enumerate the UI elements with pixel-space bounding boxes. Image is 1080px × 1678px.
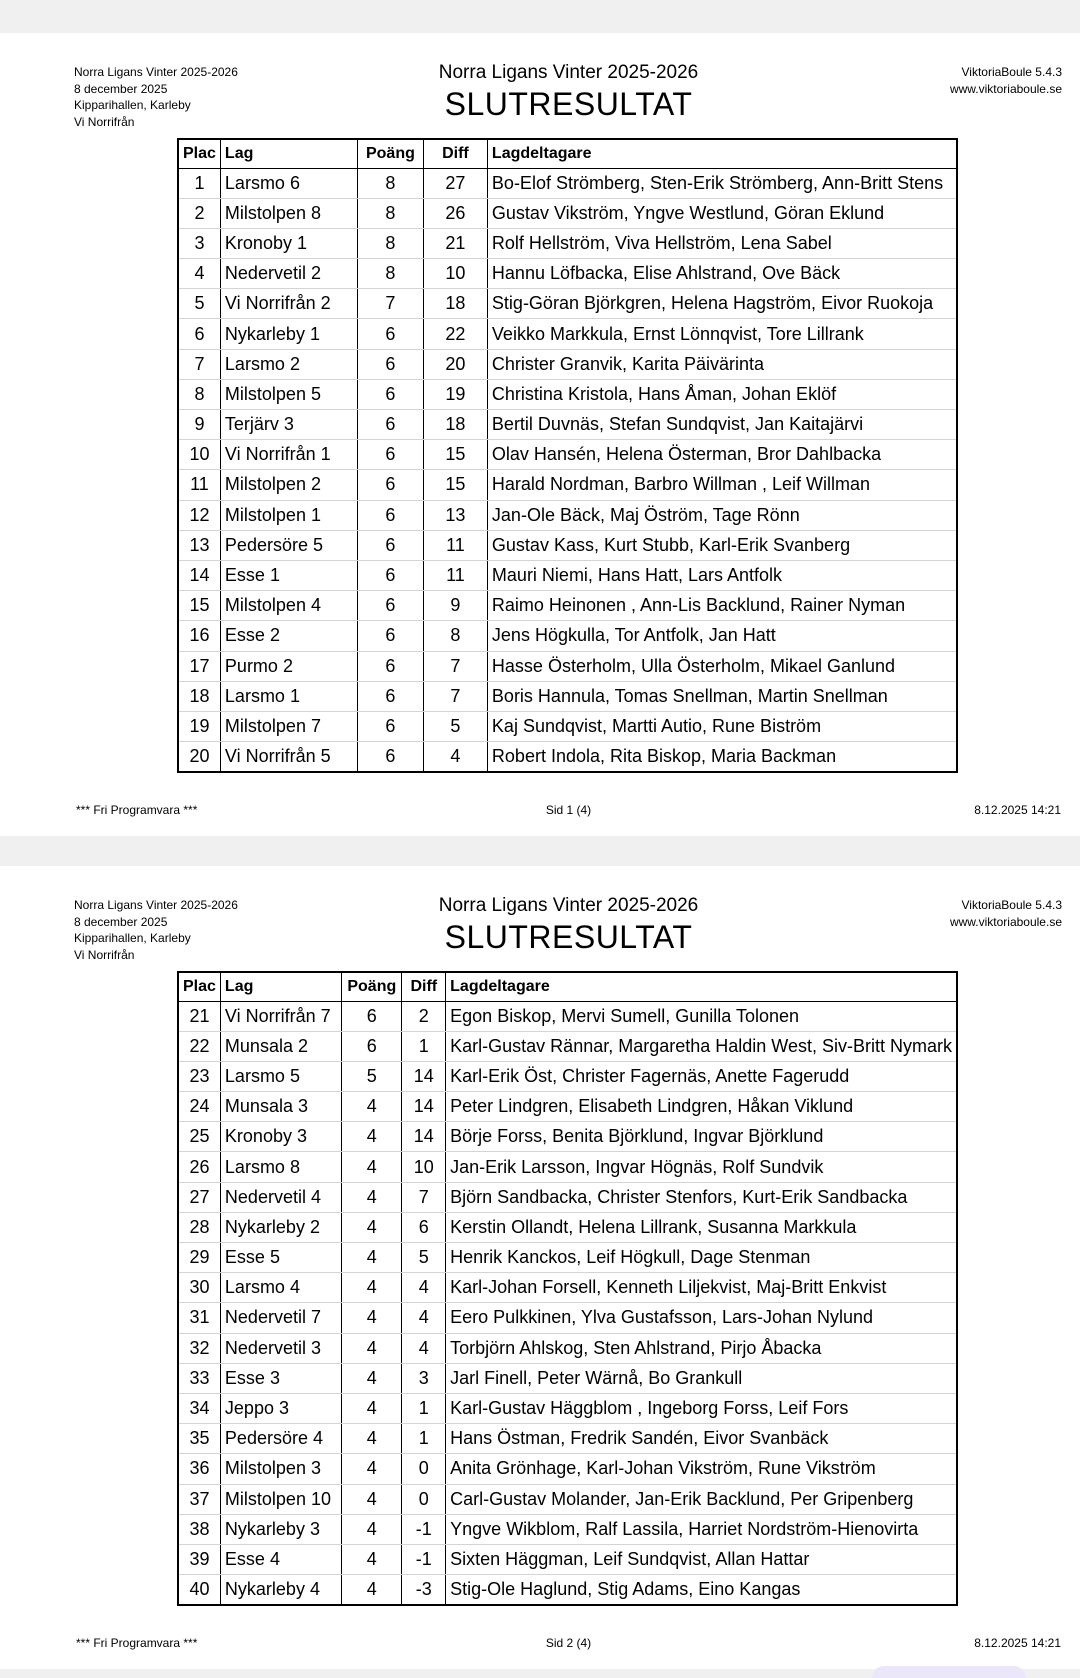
cell-plac: 35 [178, 1424, 220, 1454]
table-row [178, 681, 957, 711]
cell-lag: Larsmo 8 [220, 1152, 341, 1182]
cell-lag: Nykarleby 1 [220, 319, 357, 349]
cell-poang: 6 [357, 349, 423, 379]
organizer: Vi Norrifrån [74, 114, 135, 129]
cell-lagdeltagare: Bo-Elof Strömberg, Sten-Erik Strömberg, Ann-Britt Stens [487, 168, 957, 198]
table-row [178, 711, 957, 741]
cell-poang: 6 [357, 681, 423, 711]
cell-lag: Vi Norrifrån 7 [220, 1001, 341, 1031]
cell-lagdeltagare: Stig-Ole Haglund, Stig Adams, Eino Kangas [450, 1578, 801, 1599]
table-row [178, 591, 957, 621]
col-header-poang: Poäng [342, 972, 402, 1001]
table-row [178, 742, 957, 772]
cell-lagdeltagare: Sixten Häggman, Leif Sundqvist, Allan Hattar [446, 1544, 957, 1574]
cell-plac: 3 [178, 228, 220, 258]
results-body [178, 168, 957, 772]
cell-diff: 18 [423, 289, 487, 319]
cell-lag: Munsala 3 [220, 1092, 341, 1122]
col-header-plac: Plac [178, 139, 220, 168]
cell-plac: 20 [178, 742, 220, 772]
cell-lagdeltagare: Boris Hannula, Tomas Snellman, Martin Snellman [487, 681, 957, 711]
page-1 [0, 33, 1080, 836]
cell-diff: 7 [402, 1182, 446, 1212]
cell-plac: 12 [178, 500, 220, 530]
cell-poang: 4 [342, 1152, 402, 1182]
website-link[interactable]: www.viktoriaboule.se [949, 914, 1062, 929]
cell-lagdeltagare: Hans Östman, Fredrik Sandén, Eivor Svanbäck [446, 1424, 957, 1454]
cell-plac: 14 [178, 560, 220, 590]
cell-plac: 33 [178, 1363, 220, 1393]
table-row [178, 410, 957, 440]
cell-poang: 7 [357, 289, 423, 319]
page-number: Sid 1 (4) [545, 803, 592, 817]
cell-lagdeltagare: Jens Högkulla, Tor Antfolk, Jan Hatt [487, 621, 957, 651]
table-header-row [178, 139, 957, 168]
cell-lagdeltagare: Jan-Ole Bäck, Maj Öström, Tage Rönn [487, 500, 957, 530]
results-body [178, 1001, 957, 1605]
cell-plac: 8 [178, 379, 220, 409]
cell-plac: 37 [178, 1484, 220, 1514]
cell-diff: 7 [423, 651, 487, 681]
cell-lag: Larsmo 1 [220, 681, 357, 711]
cell-poang: 6 [357, 530, 423, 560]
cell-poang: 6 [342, 1001, 402, 1031]
header-title-block [0, 894, 1080, 956]
cell-plac: 18 [178, 681, 220, 711]
cell-diff: 4 [402, 1333, 446, 1363]
cell-lag: Esse 4 [220, 1544, 341, 1574]
software-info [950, 897, 1062, 930]
cell-diff: 7 [423, 681, 487, 711]
cell-diff: 9 [423, 591, 487, 621]
venue: Kipparihallen, Karleby [74, 931, 191, 945]
cell-lag: Nedervetil 2 [220, 259, 357, 289]
cell-lagdeltagare: Hasse Österholm, Ulla Österholm, Mikael Ganlund [487, 651, 957, 681]
cell-poang: 6 [357, 410, 423, 440]
cell-lagdeltagare: Christer Granvik, Karita Päivärinta [487, 349, 957, 379]
table-row [178, 228, 957, 258]
cell-lagdeltagare: Raimo Heinonen , Ann-Lis Backlund, Rainer Nyman [487, 591, 957, 621]
cell-poang: 4 [342, 1182, 402, 1212]
table-row [178, 1122, 957, 1152]
league-name: Norra Ligans Vinter 2025-2026 [74, 898, 238, 912]
cell-plac: 29 [178, 1243, 220, 1273]
cell-lag: Larsmo 5 [220, 1061, 341, 1091]
cell-plac: 19 [178, 711, 220, 741]
cell-lag: Esse 3 [220, 1363, 341, 1393]
cell-plac: 28 [178, 1212, 220, 1242]
table-row [178, 1454, 957, 1484]
cell-lagdeltagare: Torbjörn Ahlskog, Sten Ahlstrand, Pirjo Åbacka [446, 1333, 957, 1363]
cell-lag: Milstolpen 10 [220, 1484, 341, 1514]
cell-lag: Milstolpen 4 [220, 591, 357, 621]
table-row [178, 560, 957, 590]
cell-lagdeltagare: Bertil Duvnäs, Stefan Sundqvist, Jan Kaitajärvi [487, 410, 957, 440]
table-row [178, 168, 957, 198]
cell-poang: 4 [342, 1393, 402, 1423]
cell-plac: 10 [178, 440, 220, 470]
software-version: ViktoriaBoule 5.4.3 [961, 898, 1062, 912]
cell-diff: 18 [423, 410, 487, 440]
table-row [178, 1363, 957, 1393]
cell-lagdeltagare: Rolf Hellström, Viva Hellström, Lena Sabel [487, 228, 957, 258]
table-row [178, 1152, 957, 1182]
cell-plac: 26 [178, 1152, 220, 1182]
results-table [177, 138, 958, 773]
license-note: *** Fri Programvara *** [76, 803, 198, 817]
table-row [178, 1212, 957, 1242]
cell-lag: Milstolpen 2 [220, 470, 357, 500]
cell-plac: 34 [178, 1393, 220, 1423]
cell-poang: 6 [357, 440, 423, 470]
cell-plac: 24 [178, 1092, 220, 1122]
cell-poang: 6 [357, 711, 423, 741]
cell-lagdeltagare: Hannu Löfbacka, Elise Ahlstrand, Ove Bäck [487, 259, 957, 289]
table-row [178, 1092, 957, 1122]
cell-diff: 14 [402, 1122, 446, 1152]
cell-plac: 21 [178, 1001, 220, 1031]
cell-lagdeltagare: Gustav Vikström, Yngve Westlund, Göran Eklund [487, 198, 957, 228]
table-row [178, 651, 957, 681]
cell-plac: 25 [178, 1122, 220, 1152]
cell-lag: Esse 1 [220, 560, 357, 590]
cell-poang: 6 [357, 470, 423, 500]
cell-lagdeltagare: Harald Nordman, Barbro Willman , Leif Willman [487, 470, 957, 500]
cell-plac: 39 [178, 1544, 220, 1574]
cell-poang: 6 [357, 651, 423, 681]
cell-diff: 2 [402, 1001, 446, 1031]
cell-diff: 13 [423, 500, 487, 530]
table-row [178, 198, 957, 228]
document-title: SLUTRESULTAT [444, 919, 693, 955]
cell-lagdeltagare: Jan-Erik Larsson, Ingvar Högnäs, Rolf Sundvik [446, 1152, 957, 1182]
cell-lagdeltagare: Anita Grönhage, Karl-Johan Vikström, Rune Vikström [446, 1454, 957, 1484]
cell-plac: 9 [178, 410, 220, 440]
table-row [178, 1333, 957, 1363]
page-2 [0, 866, 1080, 1669]
cell-poang: 5 [342, 1061, 402, 1091]
cell-diff: 8 [423, 621, 487, 651]
cell-diff: 0 [402, 1454, 446, 1484]
table-row [178, 1424, 957, 1454]
cell-lag: Vi Norrifrån 1 [220, 440, 357, 470]
table-row [178, 1061, 957, 1091]
table-header-row [178, 972, 957, 1001]
cell-plac: 23 [178, 1061, 220, 1091]
cell-lagdeltagare: Robert Indola, Rita Biskop, Maria Backman [491, 745, 837, 766]
page-number: Sid 2 (4) [545, 1636, 592, 1650]
cell-diff: 27 [423, 168, 487, 198]
software-info [950, 64, 1062, 97]
cell-poang: 8 [357, 259, 423, 289]
cell-lagdeltagare: Gustav Kass, Kurt Stubb, Karl-Erik Svanberg [487, 530, 957, 560]
cell-lag: Nykarleby 2 [220, 1212, 341, 1242]
cell-poang: 6 [357, 379, 423, 409]
cell-lag: Larsmo 6 [220, 168, 357, 198]
cell-poang: 6 [357, 621, 423, 651]
cell-diff: 0 [402, 1484, 446, 1514]
cell-poang: 4 [342, 1514, 402, 1544]
cell-diff: 26 [423, 198, 487, 228]
cell-poang: 4 [342, 1363, 402, 1393]
cell-lagdeltagare: Stig-Göran Björkgren, Helena Hagström, Eivor Ruokoja [487, 289, 957, 319]
cell-poang: 4 [342, 1303, 402, 1333]
cell-lag: Kronoby 1 [220, 228, 357, 258]
col-header-lag: Lag [220, 972, 341, 1001]
cell-lag: Kronoby 3 [220, 1122, 341, 1152]
cell-lagdeltagare: Henrik Kanckos, Leif Högkull, Dage Stenman [446, 1243, 957, 1273]
cell-lag: Nykarleby 3 [220, 1514, 341, 1544]
cell-lag: Milstolpen 3 [220, 1454, 341, 1484]
cell-diff: 11 [423, 530, 487, 560]
cell-plac: 1 [178, 168, 220, 198]
col-header-lagdeltagare: Lagdeltagare [487, 139, 957, 168]
cell-diff: 11 [423, 560, 487, 590]
cell-lag: Nykarleby 4 [220, 1575, 341, 1605]
cell-lagdeltagare: Carl-Gustav Molander, Jan-Erik Backlund, Per Gripenberg [446, 1484, 957, 1514]
cell-plac: 4 [178, 259, 220, 289]
cell-poang: 6 [357, 560, 423, 590]
col-header-lag: Lag [220, 139, 357, 168]
cell-poang: 6 [342, 1031, 402, 1061]
cell-lagdeltagare: Kerstin Ollandt, Helena Lillrank, Susanna Markkula [446, 1212, 957, 1242]
table-row [178, 1031, 957, 1061]
cell-diff: 3 [402, 1363, 446, 1393]
league-name: Norra Ligans Vinter 2025-2026 [74, 65, 238, 79]
print-timestamp: 8.12.2025 14:21 [974, 1636, 1061, 1650]
cell-plac: 13 [178, 530, 220, 560]
venue: Kipparihallen, Karleby [74, 98, 191, 112]
cell-diff: 15 [423, 470, 487, 500]
table-row [178, 1544, 957, 1574]
cell-plac: 36 [178, 1454, 220, 1484]
cell-poang: 8 [357, 198, 423, 228]
print-timestamp: 8.12.2025 14:21 [974, 803, 1061, 817]
cell-plac: 30 [178, 1273, 220, 1303]
cell-diff: 4 [423, 742, 487, 772]
cell-diff: 1 [402, 1393, 446, 1423]
cell-plac: 27 [178, 1182, 220, 1212]
cell-poang: 4 [342, 1484, 402, 1514]
cell-lagdeltagare: Börje Forss, Benita Björklund, Ingvar Björklund [446, 1122, 957, 1152]
cell-plac: 11 [178, 470, 220, 500]
cell-lag: Esse 2 [220, 621, 357, 651]
cell-poang: 4 [342, 1424, 402, 1454]
cell-lag: Pedersöre 5 [220, 530, 357, 560]
cell-lagdeltagare: Karl-Johan Forsell, Kenneth Liljekvist, Maj-Britt Enkvist [446, 1273, 957, 1303]
cell-lagdeltagare: Christina Kristola, Hans Åman, Johan Eklöf [487, 379, 957, 409]
cell-diff: 4 [402, 1273, 446, 1303]
cell-plac: 32 [178, 1333, 220, 1363]
cell-diff: 10 [402, 1152, 446, 1182]
event-title: Norra Ligans Vinter 2025-2026 [438, 62, 699, 83]
cell-poang: 6 [357, 742, 423, 772]
cell-poang: 4 [342, 1454, 402, 1484]
cell-poang: 8 [357, 228, 423, 258]
cell-diff: 5 [402, 1243, 446, 1273]
cell-diff: -3 [402, 1575, 446, 1605]
cell-lag: Jeppo 3 [220, 1393, 341, 1423]
header-title-block [0, 61, 1080, 123]
cell-lagdeltagare: Mauri Niemi, Hans Hatt, Lars Antfolk [487, 560, 957, 590]
cell-lagdeltagare: Egon Biskop, Mervi Sumell, Gunilla Tolonen [446, 1001, 957, 1031]
cell-lag: Milstolpen 7 [220, 711, 357, 741]
cell-diff: -1 [402, 1544, 446, 1574]
cell-poang: 8 [357, 168, 423, 198]
cell-plac: 2 [178, 198, 220, 228]
cell-lagdeltagare: Kaj Sundqvist, Martti Autio, Rune Biström [487, 711, 957, 741]
cell-diff: 5 [423, 711, 487, 741]
table-row [178, 259, 957, 289]
cell-plac: 16 [178, 621, 220, 651]
cell-lagdeltagare: Veikko Markkula, Ernst Lönnqvist, Tore Lillrank [487, 319, 957, 349]
event-title: Norra Ligans Vinter 2025-2026 [438, 895, 699, 916]
table-row [178, 1484, 957, 1514]
table-row [178, 289, 957, 319]
cell-poang: 4 [342, 1092, 402, 1122]
cell-lagdeltagare: Peter Lindgren, Elisabeth Lindgren, Håkan Viklund [446, 1092, 957, 1122]
cell-poang: 6 [357, 319, 423, 349]
cell-lag: Milstolpen 5 [220, 379, 357, 409]
cell-diff: 21 [423, 228, 487, 258]
cell-diff: 19 [423, 379, 487, 409]
table-row [178, 1001, 957, 1031]
cell-plac: 22 [178, 1031, 220, 1061]
cell-lag: Milstolpen 8 [220, 198, 357, 228]
cell-poang: 4 [342, 1544, 402, 1574]
table-row [178, 500, 957, 530]
table-row [178, 1303, 957, 1333]
cell-diff: 20 [423, 349, 487, 379]
cell-poang: 4 [342, 1333, 402, 1363]
cell-lagdeltagare: Yngve Wikblom, Ralf Lassila, Harriet Nordström-Hienovirta [446, 1514, 957, 1544]
cell-lag: Purmo 2 [220, 651, 357, 681]
cell-diff: 4 [402, 1303, 446, 1333]
cell-poang: 4 [342, 1273, 402, 1303]
cell-poang: 4 [342, 1212, 402, 1242]
cell-lagdeltagare: Olav Hansén, Helena Österman, Bror Dahlbacka [487, 440, 957, 470]
table-row [178, 440, 957, 470]
website-link[interactable]: www.viktoriaboule.se [949, 81, 1062, 96]
table-row [178, 470, 957, 500]
col-header-poang: Poäng [357, 139, 423, 168]
cell-plac: 7 [178, 349, 220, 379]
col-header-diff: Diff [423, 139, 487, 168]
cell-poang: 4 [342, 1122, 402, 1152]
cell-diff: 10 [423, 259, 487, 289]
table-row [178, 379, 957, 409]
event-date: 8 december 2025 [74, 914, 168, 929]
cell-lag: Nedervetil 7 [220, 1303, 341, 1333]
table-row [178, 1243, 957, 1273]
cell-plac: 40 [178, 1575, 220, 1605]
cell-lag: Pedersöre 4 [220, 1424, 341, 1454]
cell-lagdeltagare: Karl-Gustav Häggblom , Ingeborg Forss, Leif Fors [446, 1393, 957, 1423]
cell-plac: 6 [178, 319, 220, 349]
cell-lag: Nedervetil 3 [220, 1333, 341, 1363]
cell-lag: Munsala 2 [220, 1031, 341, 1061]
cell-lag: Esse 5 [220, 1243, 341, 1273]
cell-poang: 6 [357, 500, 423, 530]
table-row [178, 1575, 957, 1605]
table-row [178, 530, 957, 560]
cell-lag: Milstolpen 1 [220, 500, 357, 530]
event-date: 8 december 2025 [74, 81, 168, 96]
table-row [178, 621, 957, 651]
cell-plac: 15 [178, 591, 220, 621]
cell-plac: 31 [178, 1303, 220, 1333]
license-note: *** Fri Programvara *** [76, 1636, 198, 1650]
table-row [178, 1393, 957, 1423]
table-row [178, 1182, 957, 1212]
cell-diff: 1 [402, 1031, 446, 1061]
cell-poang: 6 [357, 591, 423, 621]
cell-diff: 1 [402, 1424, 446, 1454]
cell-lagdeltagare: Björn Sandbacka, Christer Stenfors, Kurt-Erik Sandbacka [446, 1182, 957, 1212]
floating-action-badge[interactable] [872, 1666, 1026, 1678]
cell-lag: Terjärv 3 [220, 410, 357, 440]
cell-lagdeltagare: Jarl Finell, Peter Wärnå, Bo Grankull [446, 1363, 957, 1393]
cell-lagdeltagare: Karl-Erik Öst, Christer Fagernäs, Anette Fagerudd [446, 1061, 957, 1091]
document-title: SLUTRESULTAT [444, 86, 693, 122]
cell-lagdeltagare: Eero Pulkkinen, Ylva Gustafsson, Lars-Johan Nylund [446, 1303, 957, 1333]
cell-diff: 15 [423, 440, 487, 470]
cell-diff: 22 [423, 319, 487, 349]
software-version: ViktoriaBoule 5.4.3 [961, 65, 1062, 79]
col-header-plac: Plac [178, 972, 220, 1001]
col-header-diff: Diff [402, 972, 446, 1001]
cell-poang: 4 [342, 1243, 402, 1273]
cell-diff: 6 [402, 1212, 446, 1242]
cell-lag: Larsmo 2 [220, 349, 357, 379]
cell-lag: Vi Norrifrån 2 [220, 289, 357, 319]
col-header-lagdeltagare: Lagdeltagare [446, 972, 957, 1001]
cell-poang: 4 [342, 1575, 402, 1605]
cell-plac: 5 [178, 289, 220, 319]
cell-diff: 14 [402, 1092, 446, 1122]
cell-lag: Vi Norrifrån 5 [220, 742, 357, 772]
table-row [178, 319, 957, 349]
table-row [178, 349, 957, 379]
cell-lag: Larsmo 4 [220, 1273, 341, 1303]
cell-lag: Nedervetil 4 [220, 1182, 341, 1212]
cell-plac: 38 [178, 1514, 220, 1544]
organizer: Vi Norrifrån [74, 947, 135, 962]
cell-diff: 14 [402, 1061, 446, 1091]
results-table [177, 971, 958, 1606]
table-row [178, 1514, 957, 1544]
table-row [178, 1273, 957, 1303]
cell-plac: 17 [178, 651, 220, 681]
cell-diff: -1 [402, 1514, 446, 1544]
cell-lagdeltagare: Karl-Gustav Rännar, Margaretha Haldin West, Siv-Britt Nymark [446, 1031, 957, 1061]
